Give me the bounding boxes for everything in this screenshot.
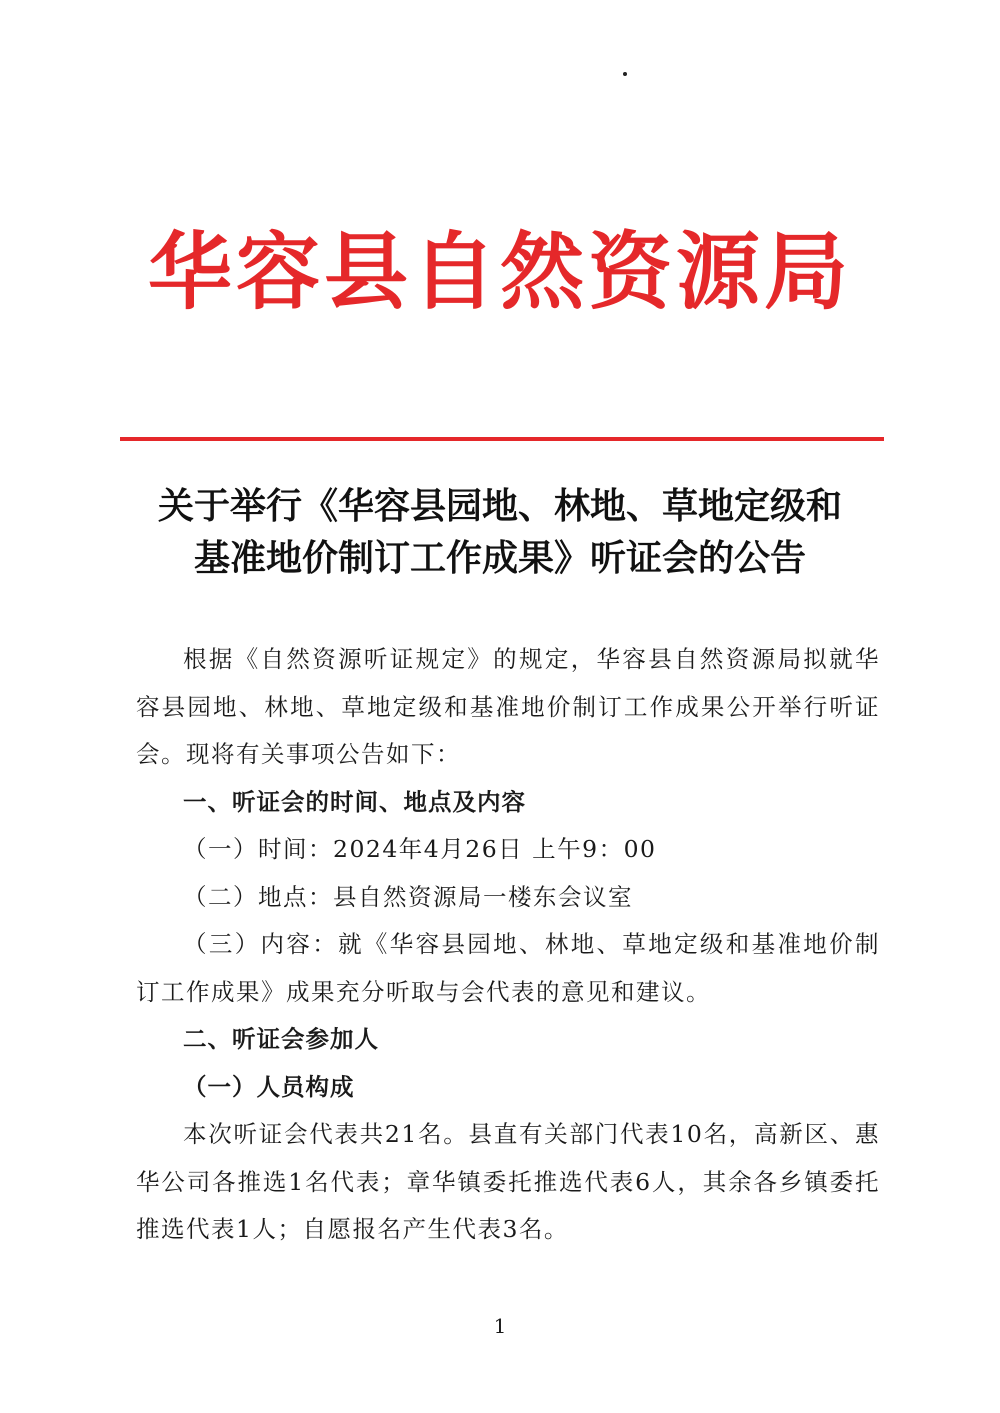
masthead-title: 华容县自然资源局 <box>147 222 852 321</box>
page-number: 1 <box>493 1314 507 1338</box>
red-divider-line <box>120 437 884 441</box>
document-body <box>136 636 880 1254</box>
scan-dot <box>623 72 627 76</box>
item-place: （二）地点：县自然资源局一楼东会议室 <box>183 882 633 911</box>
section-1-heading: 一、听证会的时间、地点及内容 <box>183 787 526 816</box>
intro-paragraph: 根据《自然资源听证规定》的规定，华容县自然资源局拟就华容县园地、林地、草地定级和基准地价制订工作成果公开举行听证会。现将有关事项公告如下： <box>136 645 880 768</box>
document-title-line-1: 关于举行《华容县园地、林地、草地定级和 <box>157 485 842 527</box>
composition-paragraph: 本次听证会代表共21名。县直有关部门代表10名，高新区、惠华公司各推选1名代表；章华镇委托推选代表6人，其余各乡镇委托推选代表1人；自愿报名产生代表3名。 <box>136 1120 880 1243</box>
item-time: （一）时间：2024年4月26日 上午9：00 <box>183 835 657 863</box>
item-content: （三）内容：就《华容县园地、林地、草地定级和基准地价制订工作成果》成果充分听取与会代表的意见和建议。 <box>136 930 880 1006</box>
document-title <box>0 480 1000 584</box>
subsection-1-heading: （一）人员构成 <box>183 1072 355 1101</box>
section-2-heading: 二、听证会参加人 <box>183 1025 379 1053</box>
document-title-line-2: 基准地价制订工作成果》听证会的公告 <box>193 537 806 579</box>
